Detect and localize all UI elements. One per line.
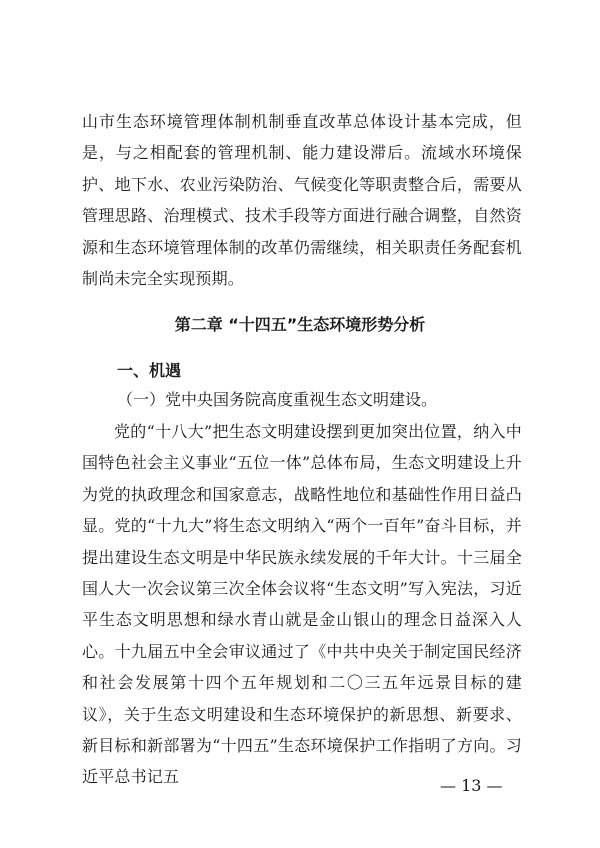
- body-paragraph: 党的“十八大”把生态文明建设摆到更加突出位置，纳入中国特色社会主义事业“五位一体”总体布局，生态文明建设上升为党的执政理念和国家意志，战略性地位和基础性作用日益凸显。党的“十九大”将生态文明纳入“两个一百年”奋斗目标，并提出建设生态文明是中华民族永续发展的千年大计。十三届全国人大一次会议第三次全体会议将“生态文明”写入宪法，习近平生态文明思想和绿水青山就是金山银山的理念日益深入人心。十九届五中全会审议通过了《中共中央关于制定国民经济和社会发展第十四个五年规划和二〇三五年远景目标的建议》，关于生态文明建设和生态环境保护的新思想、新要求、新目标和新部署为“十四五”生态环境保护工作指明了方向。习近平总书记五: [82, 422, 522, 787]
- page-number: — 13 —: [440, 776, 503, 795]
- body-paragraph: 山市生态环境管理体制机制垂直改革总体设计基本完成，但是，与之相配套的管理机制、能力建设滞后。流域水环境保护、地下水、农业污染防治、气候变化等职责整合后，需要从管理思路、治理模式、技术手段等方面进行融合调整，自然资源和生态环境管理体制的改革仍需继续，相关职责任务配套机制尚未完全实现预期。: [82, 112, 522, 289]
- section-heading: 一、机遇: [117, 361, 182, 380]
- subsection-heading: （一）党中央国务院高度重视生态文明建设。: [117, 390, 438, 409]
- chapter-title: 第二章 “十四五”生态环境形势分析: [174, 315, 426, 334]
